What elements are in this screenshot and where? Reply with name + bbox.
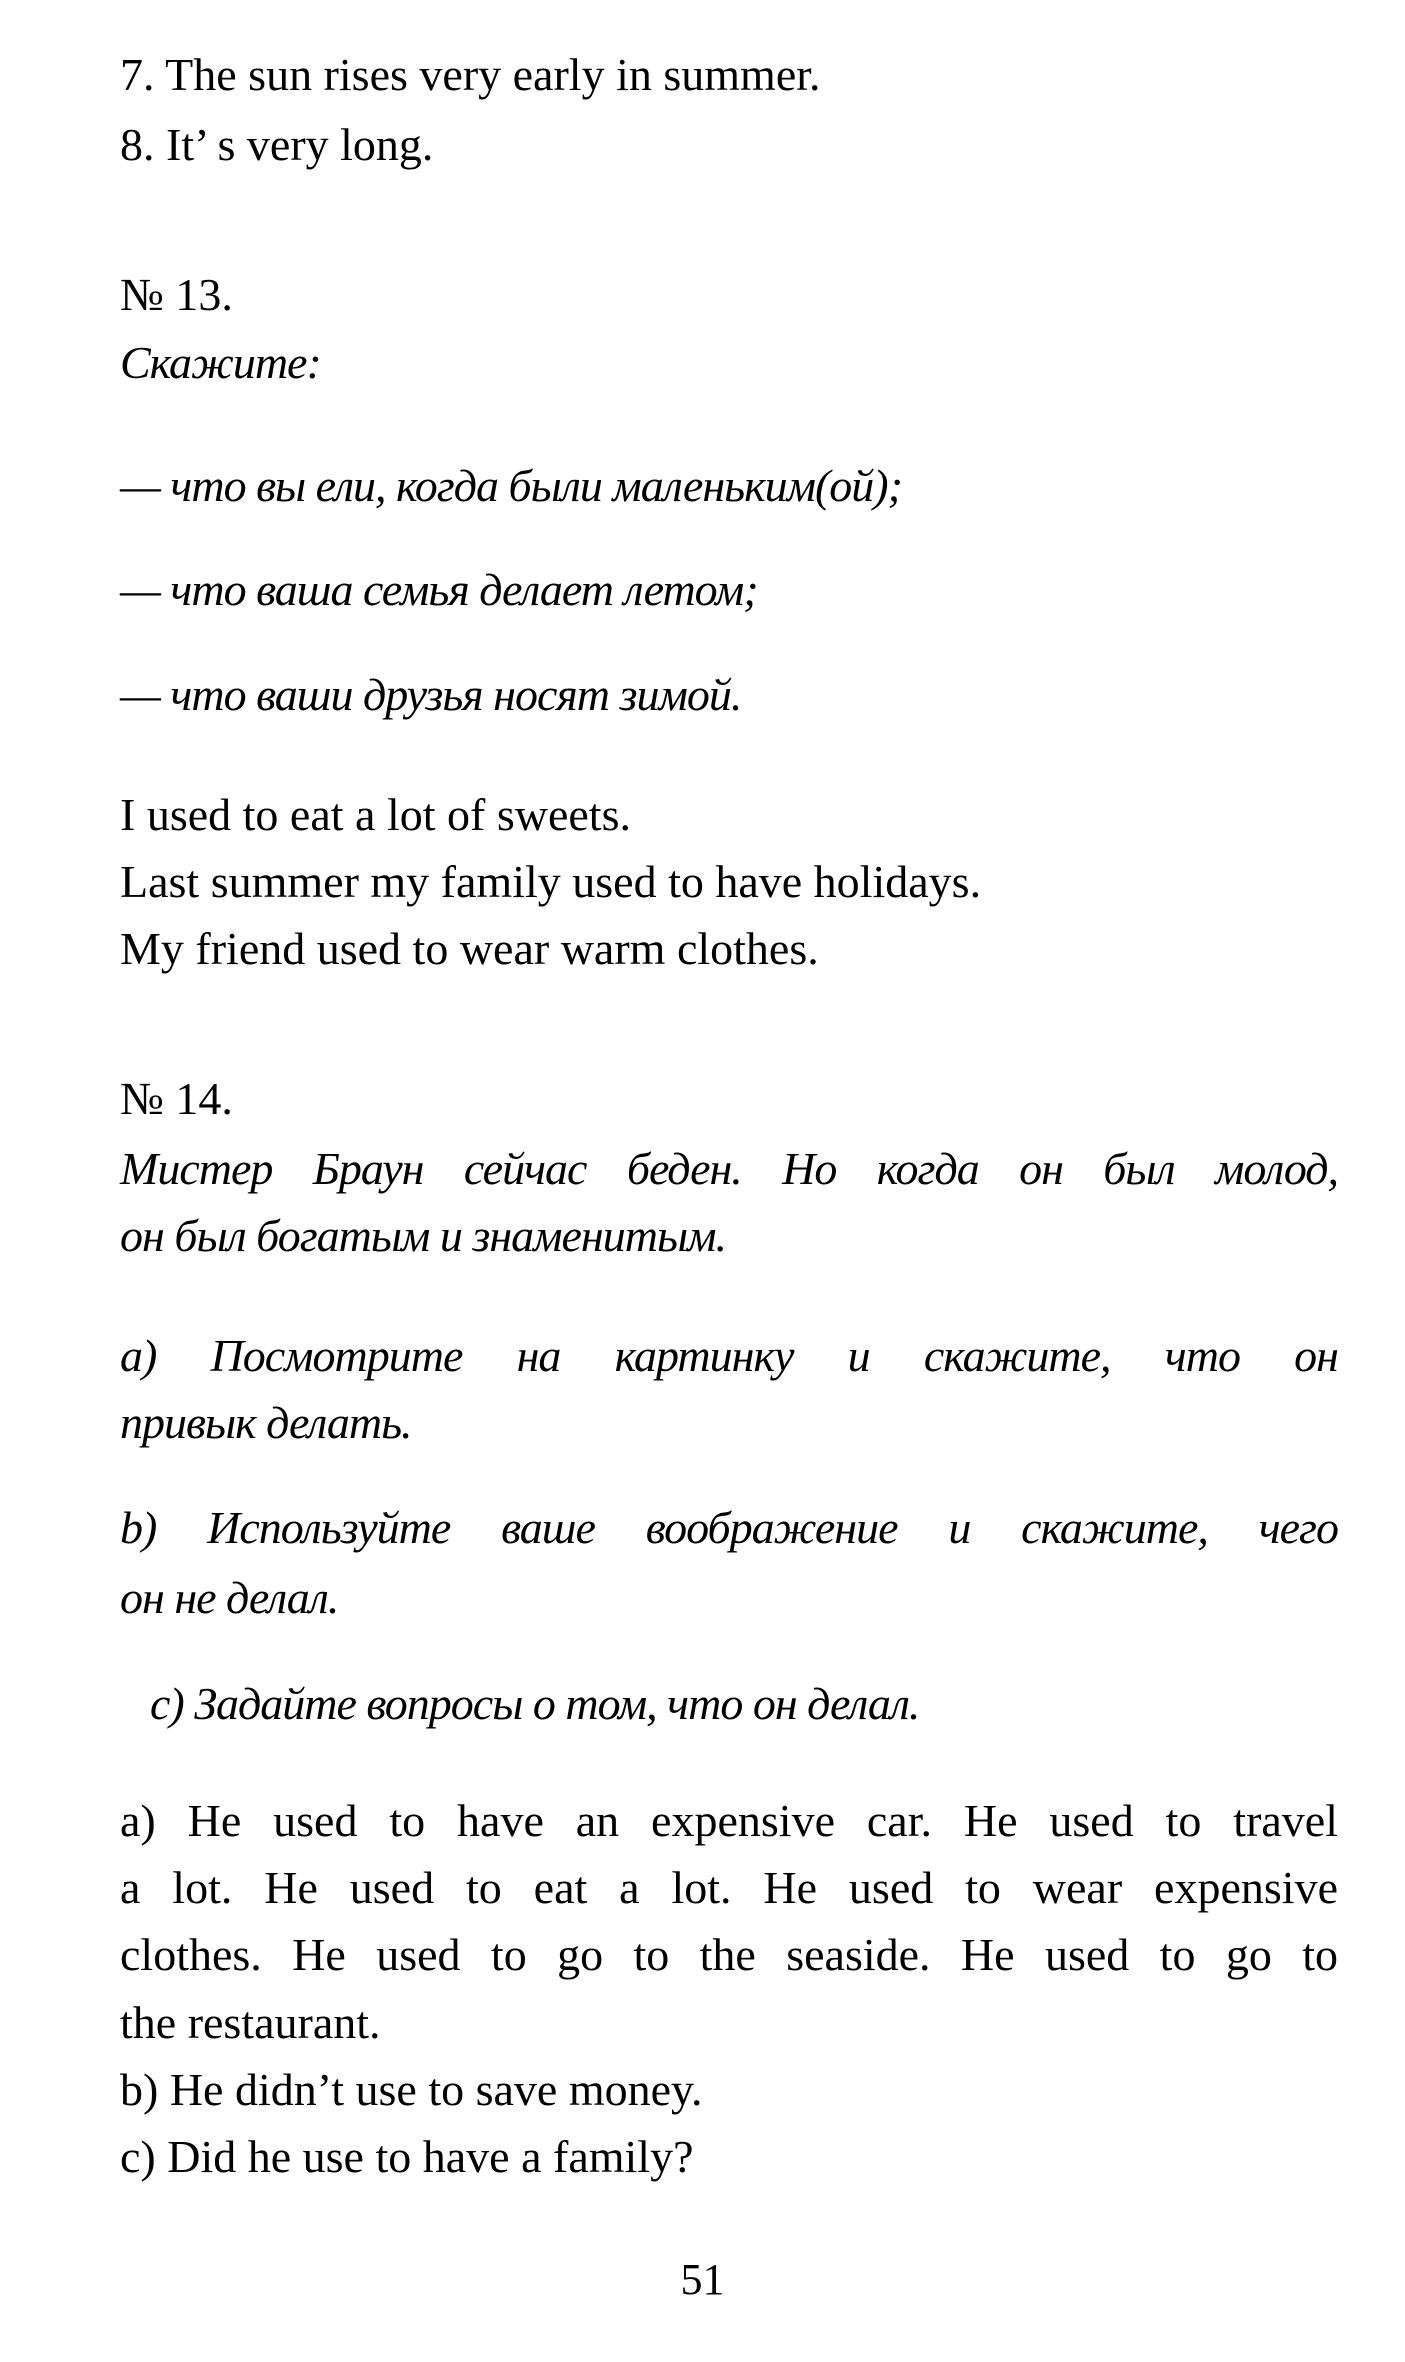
exercise-13-answer: My friend used to wear warm clothes.	[120, 923, 819, 974]
exercise-14-answer-a: clothes. He used to go to the seaside. He used to go to	[120, 1929, 1338, 1980]
exercise-13-prompt: — что ваши друзья носят зимой.	[120, 669, 742, 720]
exercise-14-task-a: а) Посмотрите на картинку и скажите, что он	[120, 1330, 1338, 1381]
exercise-13-instruction: Скажите:	[120, 337, 321, 388]
exercise-13-number: № 13.	[120, 269, 233, 320]
exercise-14-task-c: с) Задайте вопросы о том, что он делал.	[150, 1678, 920, 1729]
exercise-14-answer-c: c) Did he use to have a family?	[120, 2131, 694, 2182]
exercise-14-number: № 14.	[120, 1073, 233, 1124]
exercise-13-answer: Last summer my family used to have holidays.	[120, 856, 982, 907]
exercise-14-intro: Мистер Браун сейчас беден. Но когда он был молод,	[120, 1143, 1338, 1194]
exercise-14-answer-a: the restaurant.	[120, 1997, 381, 2048]
exercise-14-task-b: он не делал.	[120, 1572, 339, 1623]
exercise-14-task-a: привык делать.	[120, 1397, 412, 1448]
exercise-14-intro: он был богатым и знаменитым.	[120, 1210, 726, 1261]
exercise-14-task-b: b) Используйте ваше воображение и скажите, чего	[120, 1502, 1338, 1553]
exercise-13-prompt: — что ваша семья делает летом;	[120, 564, 758, 615]
exercise-14-answer-a: a) He used to have an expensive car. He used to travel	[120, 1795, 1338, 1846]
exercise-14-answer-b: b) He didn’t use to save money.	[120, 2064, 703, 2115]
exercise-13-answer: I used to eat a lot of sweets.	[120, 789, 631, 840]
answer-line: 8. It’ s very long.	[120, 119, 434, 170]
page-number: 51	[680, 2255, 725, 2304]
exercise-13-prompt: — что вы ели, когда были маленьким(ой);	[120, 460, 902, 511]
exercise-14-answer-a: a lot. He used to eat a lot. He used to wear expensive	[120, 1862, 1338, 1913]
answer-line: 7. The sun rises very early in summer.	[120, 49, 821, 100]
